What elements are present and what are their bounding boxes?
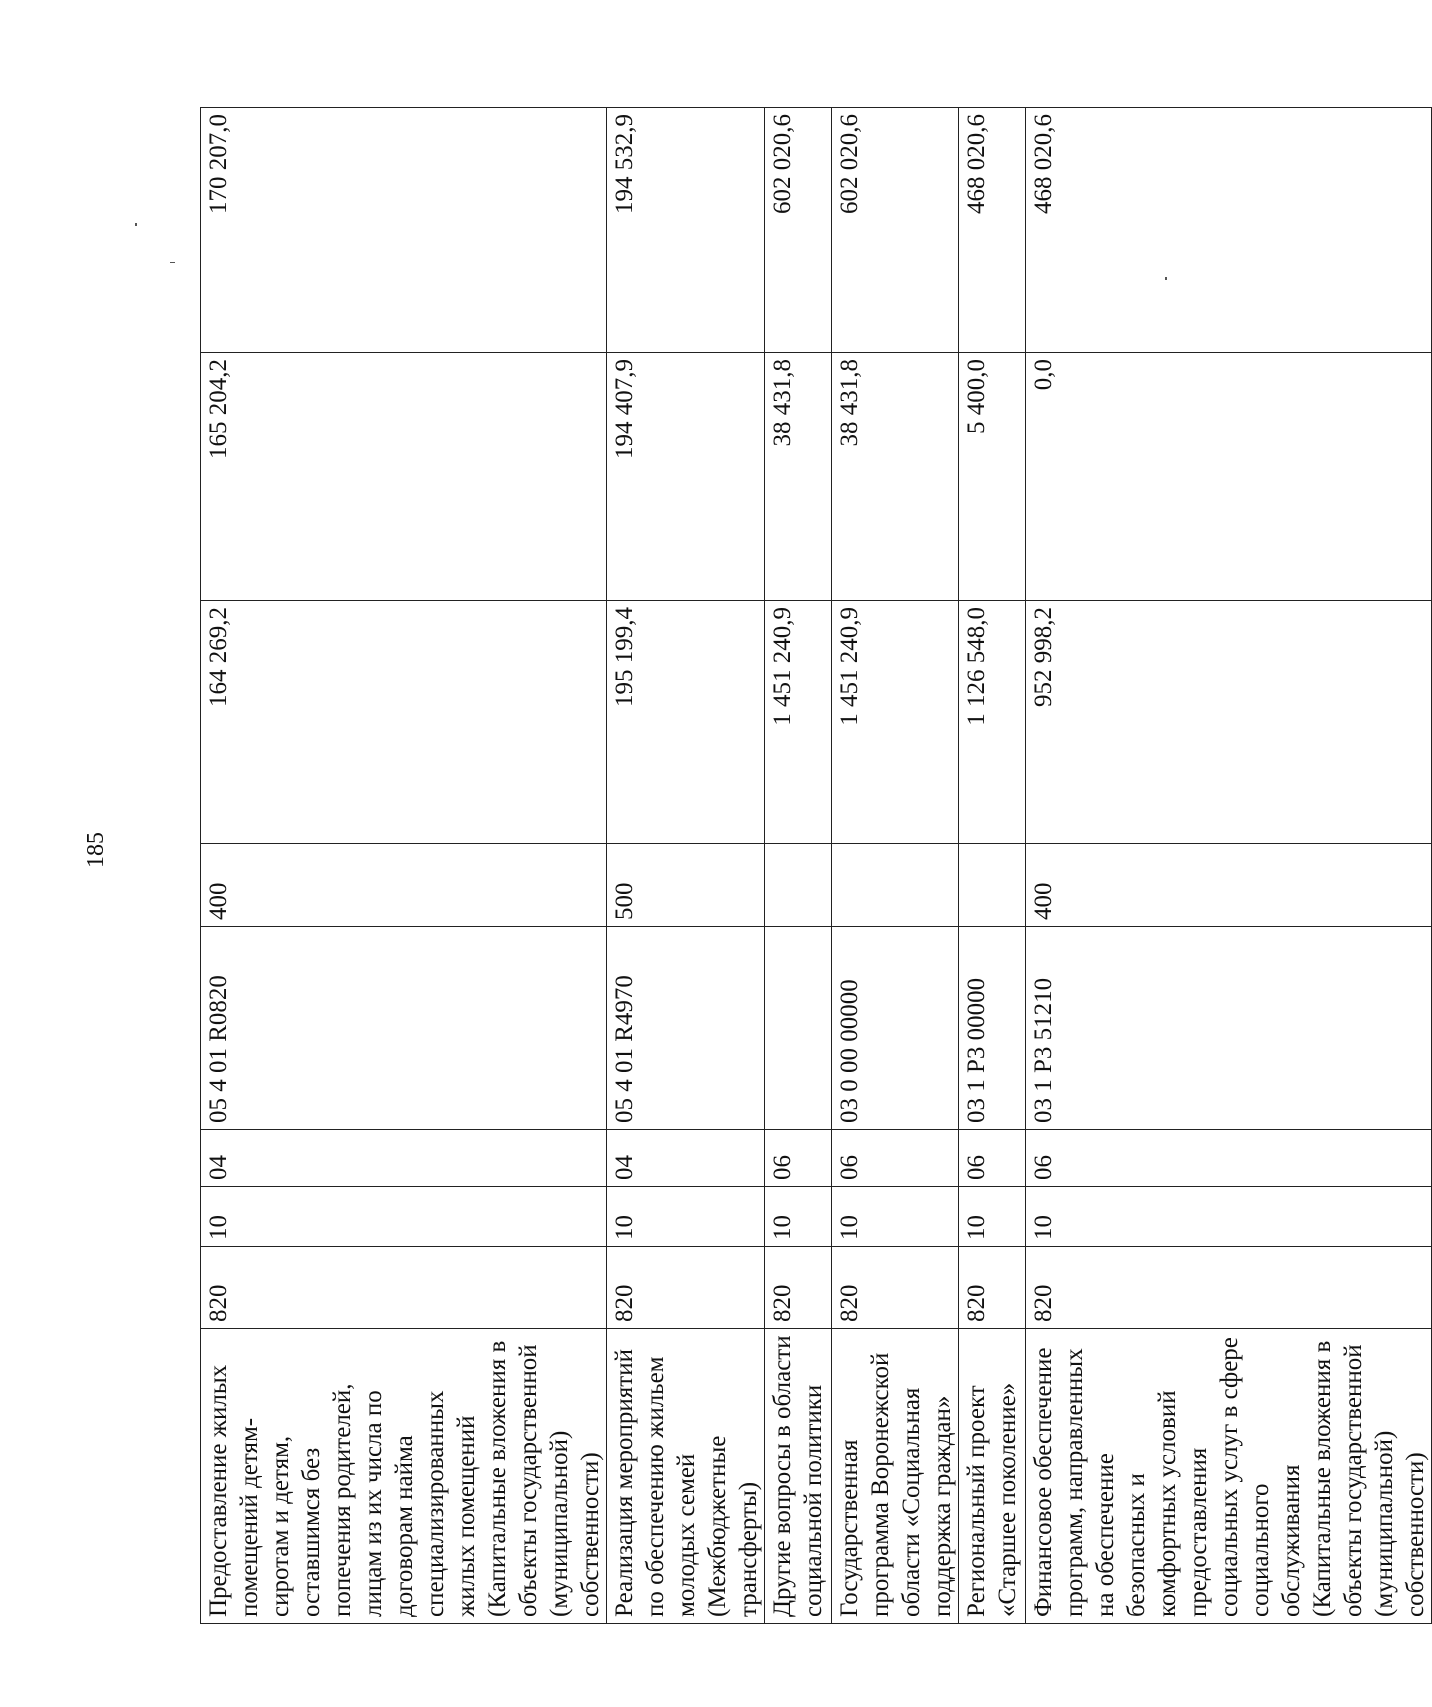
row-name: Другие вопросы в области социальной политики <box>765 1329 832 1624</box>
row-sum-2025: 602 020,6 <box>832 108 959 353</box>
row-rz: 10 <box>607 1187 765 1247</box>
budget-table <box>200 107 1432 1624</box>
row-sum-2024: 5 400,0 <box>959 353 1026 601</box>
row-grbs: 820 <box>765 1247 832 1329</box>
row-grbs: 820 <box>607 1247 765 1329</box>
row-name: Региональный проект «Старшее поколение» <box>959 1329 1026 1624</box>
row-rz: 10 <box>959 1187 1026 1247</box>
row-csr: 03 0 00 00000 <box>832 927 959 1130</box>
row-rz: 10 <box>1026 1187 1432 1247</box>
row-sum-2023: 195 199,4 <box>607 601 765 844</box>
row-grbs: 820 <box>201 1247 607 1329</box>
row-csr: 05 4 01 R0820 <box>201 927 607 1130</box>
row-vr <box>959 844 1026 927</box>
row-sum-2025: 194 532,9 <box>607 108 765 353</box>
row-sum-2024: 194 407,9 <box>607 353 765 601</box>
row-name: Реализация мероприятий по обеспечению жильем молодых семей (Межбюджетные трансферты) <box>607 1329 765 1624</box>
row-csr: 05 4 01 R4970 <box>607 927 765 1130</box>
row-pr: 06 <box>765 1130 832 1187</box>
row-sum-2023: 1 451 240,9 <box>765 601 832 844</box>
row-csr: 03 1 P3 00000 <box>959 927 1026 1130</box>
row-grbs: 820 <box>832 1247 959 1329</box>
table-row <box>832 108 959 1624</box>
row-pr: 06 <box>1026 1130 1432 1187</box>
table-row <box>765 108 832 1624</box>
row-vr: 400 <box>201 844 607 927</box>
table-row <box>959 108 1026 1624</box>
row-rz: 10 <box>765 1187 832 1247</box>
table-row <box>201 108 607 1624</box>
row-sum-2025: 602 020,6 <box>765 108 832 353</box>
row-vr <box>832 844 959 927</box>
row-rz: 10 <box>201 1187 607 1247</box>
row-name: Финансовое обеспечение программ, направленных на обеспечение безопасных и комфортных условий предоставления социальных услуг в сфере социального обслуживания (Капитальные вложения в объекты государственной (муниципальной) собственности) <box>1026 1329 1432 1624</box>
row-csr <box>765 927 832 1130</box>
row-vr <box>765 844 832 927</box>
row-pr: 04 <box>201 1130 607 1187</box>
scan-speck <box>135 223 137 226</box>
scan-speck <box>170 262 175 263</box>
row-name: Предоставление жилых помещений детям-сиротам и детям, оставшимся без попечения родителей, лицам из их числа по договорам найма специализированных жилых помещений (Капитальные вложения в объекты государственной (муниципальной) собственности) <box>201 1329 607 1624</box>
row-grbs: 820 <box>959 1247 1026 1329</box>
table-row <box>1026 108 1432 1624</box>
page-number: 185 <box>83 832 109 868</box>
row-sum-2023: 164 269,2 <box>201 601 607 844</box>
row-sum-2024: 0,0 <box>1026 353 1432 601</box>
row-pr: 04 <box>607 1130 765 1187</box>
table-row <box>607 108 765 1624</box>
row-name: Государственная программа Воронежской области «Социальная поддержка граждан» <box>832 1329 959 1624</box>
row-sum-2024: 165 204,2 <box>201 353 607 601</box>
budget-table-rotated <box>200 108 1429 1624</box>
row-pr: 06 <box>959 1130 1026 1187</box>
row-pr: 06 <box>832 1130 959 1187</box>
row-sum-2025: 468 020,6 <box>959 108 1026 353</box>
row-sum-2023: 952 998,2 <box>1026 601 1432 844</box>
row-grbs: 820 <box>1026 1247 1432 1329</box>
row-vr: 500 <box>607 844 765 927</box>
row-sum-2023: 1 126 548,0 <box>959 601 1026 844</box>
row-vr: 400 <box>1026 844 1432 927</box>
row-rz: 10 <box>832 1187 959 1247</box>
row-sum-2024: 38 431,8 <box>765 353 832 601</box>
row-sum-2023: 1 451 240,9 <box>832 601 959 844</box>
row-sum-2025: 468 020,6 <box>1026 108 1432 353</box>
row-sum-2025: 170 207,0 <box>201 108 607 353</box>
row-sum-2024: 38 431,8 <box>832 353 959 601</box>
row-csr: 03 1 P3 51210 <box>1026 927 1432 1130</box>
